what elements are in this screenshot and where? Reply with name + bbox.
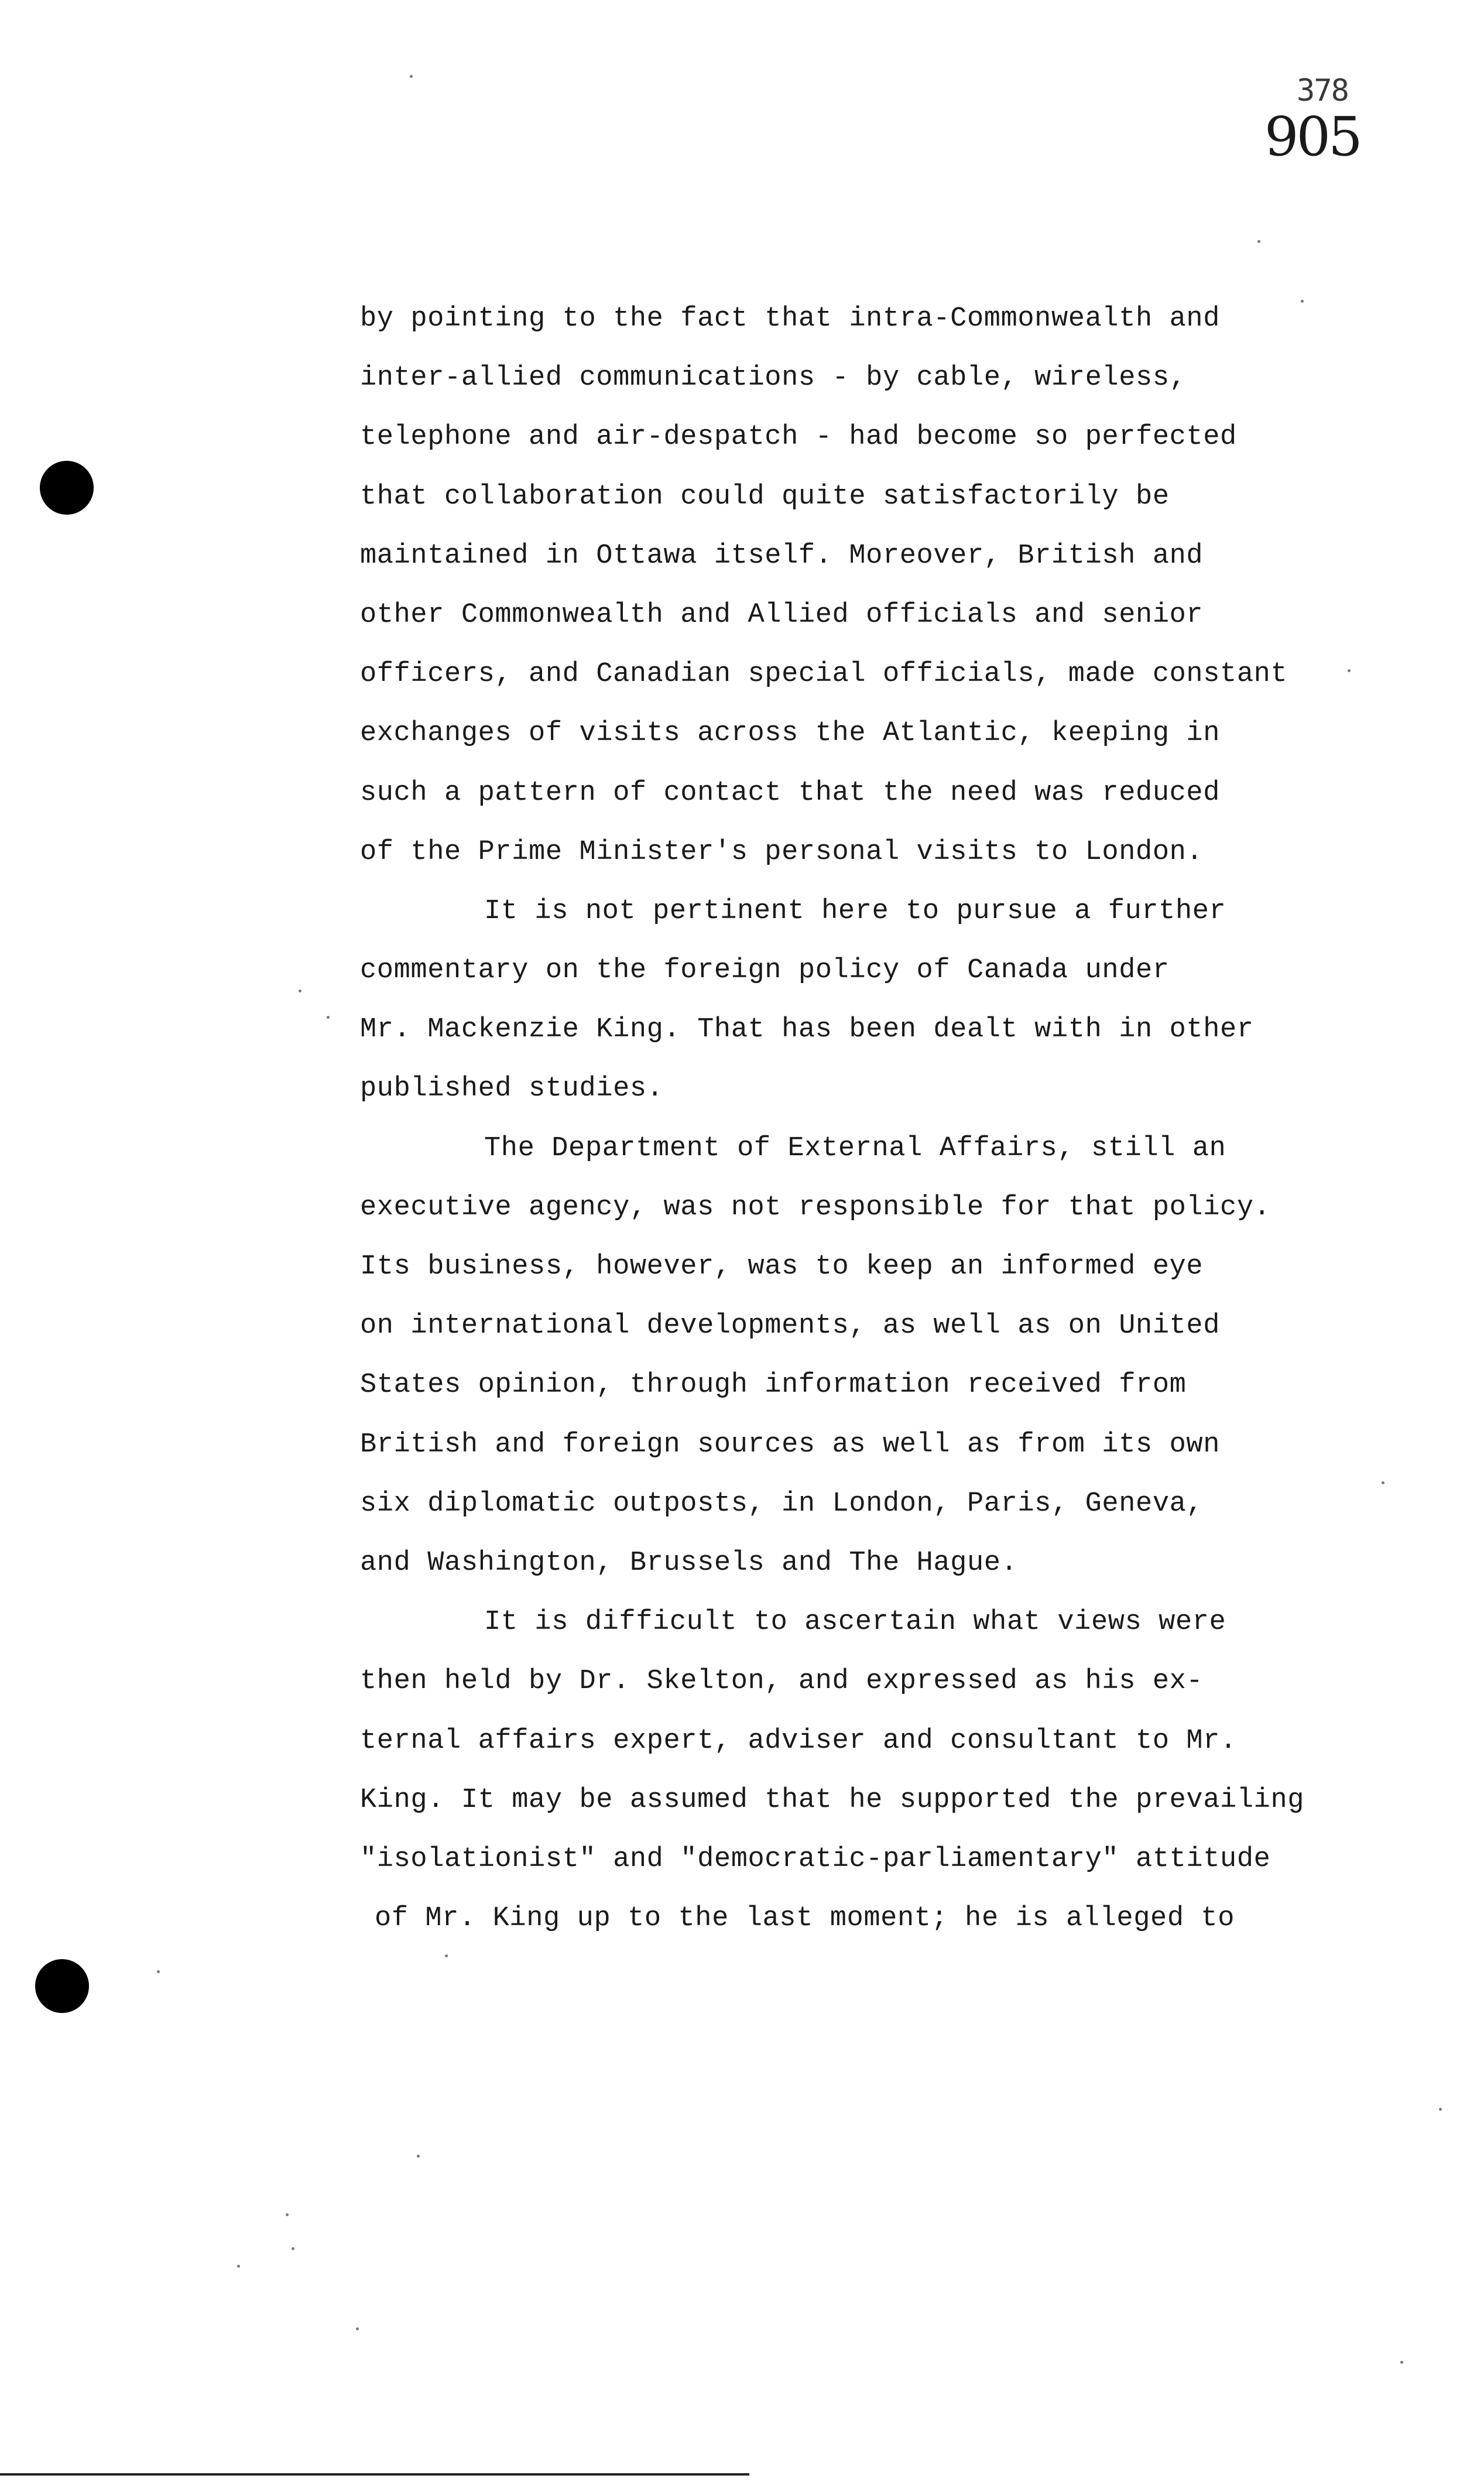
- scan-speck: [410, 75, 413, 78]
- text-line: British and foreign sources as well as from its own: [360, 1429, 1221, 1460]
- scan-speck: [445, 1954, 448, 1957]
- text-line: inter-allied communications - by cable, wireless,: [360, 362, 1187, 394]
- text-line: telephone and air-despatch - had become so perfected: [360, 422, 1237, 453]
- bottom-edge-rule: [0, 2473, 749, 2476]
- scan-speck: [417, 2155, 420, 2158]
- page-number-overwritten: 378: [1297, 73, 1348, 108]
- text-line: officers, and Canadian special officials, made constant: [360, 659, 1288, 690]
- scan-speck: [1301, 300, 1304, 303]
- text-line: "isolationist" and "democratic-parliamentary" attitude: [360, 1843, 1271, 1875]
- scan-speck: [157, 1970, 160, 1973]
- text-line: six diplomatic outposts, in London, Paris, Geneva,: [360, 1488, 1204, 1519]
- text-line: and Washington, Brussels and The Hague.: [360, 1547, 1018, 1579]
- text-line: Mr. Mackenzie King. That has been dealt with in other: [360, 1014, 1254, 1046]
- text-line: that collaboration could quite satisfactorily be: [360, 481, 1170, 512]
- scan-speck: [1400, 2361, 1403, 2364]
- text-line: Its business, however, was to keep an informed eye: [360, 1251, 1204, 1282]
- text-line: on international developments, as well as on United: [360, 1310, 1221, 1342]
- punch-hole-icon: [40, 461, 94, 515]
- text-line: of Mr. King up to the last moment; he is alleged to: [375, 1903, 1235, 1935]
- text-line: exchanges of visits across the Atlantic, keeping in: [360, 718, 1221, 749]
- text-line: of the Prime Minister's personal visits to London.: [360, 836, 1204, 868]
- scan-speck: [1382, 1481, 1384, 1484]
- scan-speck: [237, 2265, 240, 2268]
- text-line: such a pattern of contact that the need was reduced: [360, 777, 1221, 809]
- scan-speck: [292, 2247, 294, 2250]
- text-line: commentary on the foreign policy of Canada under: [360, 955, 1170, 987]
- text-line: then held by Dr. Skelton, and expressed as his ex-: [360, 1666, 1204, 1697]
- text-line: King. It may be assumed that he supported the prevailing: [360, 1784, 1305, 1816]
- text-line: by pointing to the fact that intra-Commonwealth and: [360, 303, 1221, 334]
- scan-speck: [299, 990, 301, 992]
- body-text: [360, 289, 1390, 1948]
- text-line: published studies.: [360, 1073, 664, 1105]
- text-line: States opinion, through information received from: [360, 1370, 1187, 1401]
- scan-speck: [356, 2327, 359, 2330]
- text-line: executive agency, was not responsible for that policy.: [360, 1192, 1271, 1223]
- text-line: maintained in Ottawa itself. Moreover, British and: [360, 540, 1204, 571]
- text-line: other Commonwealth and Allied officials and senior: [360, 599, 1204, 631]
- scan-speck: [1257, 240, 1260, 243]
- scan-speck: [327, 1016, 330, 1019]
- text-line: It is difficult to ascertain what views were: [484, 1607, 1226, 1638]
- punch-hole-icon: [35, 1959, 89, 2013]
- text-line: ternal affairs expert, adviser and consultant to Mr.: [360, 1725, 1237, 1757]
- scan-speck: [1439, 2108, 1442, 2111]
- text-line: The Department of External Affairs, still an: [484, 1132, 1226, 1164]
- scan-speck: [286, 2213, 289, 2216]
- text-line: It is not pertinent here to pursue a further: [484, 895, 1226, 927]
- scan-speck: [1348, 669, 1351, 672]
- page-number: 905: [1264, 105, 1360, 168]
